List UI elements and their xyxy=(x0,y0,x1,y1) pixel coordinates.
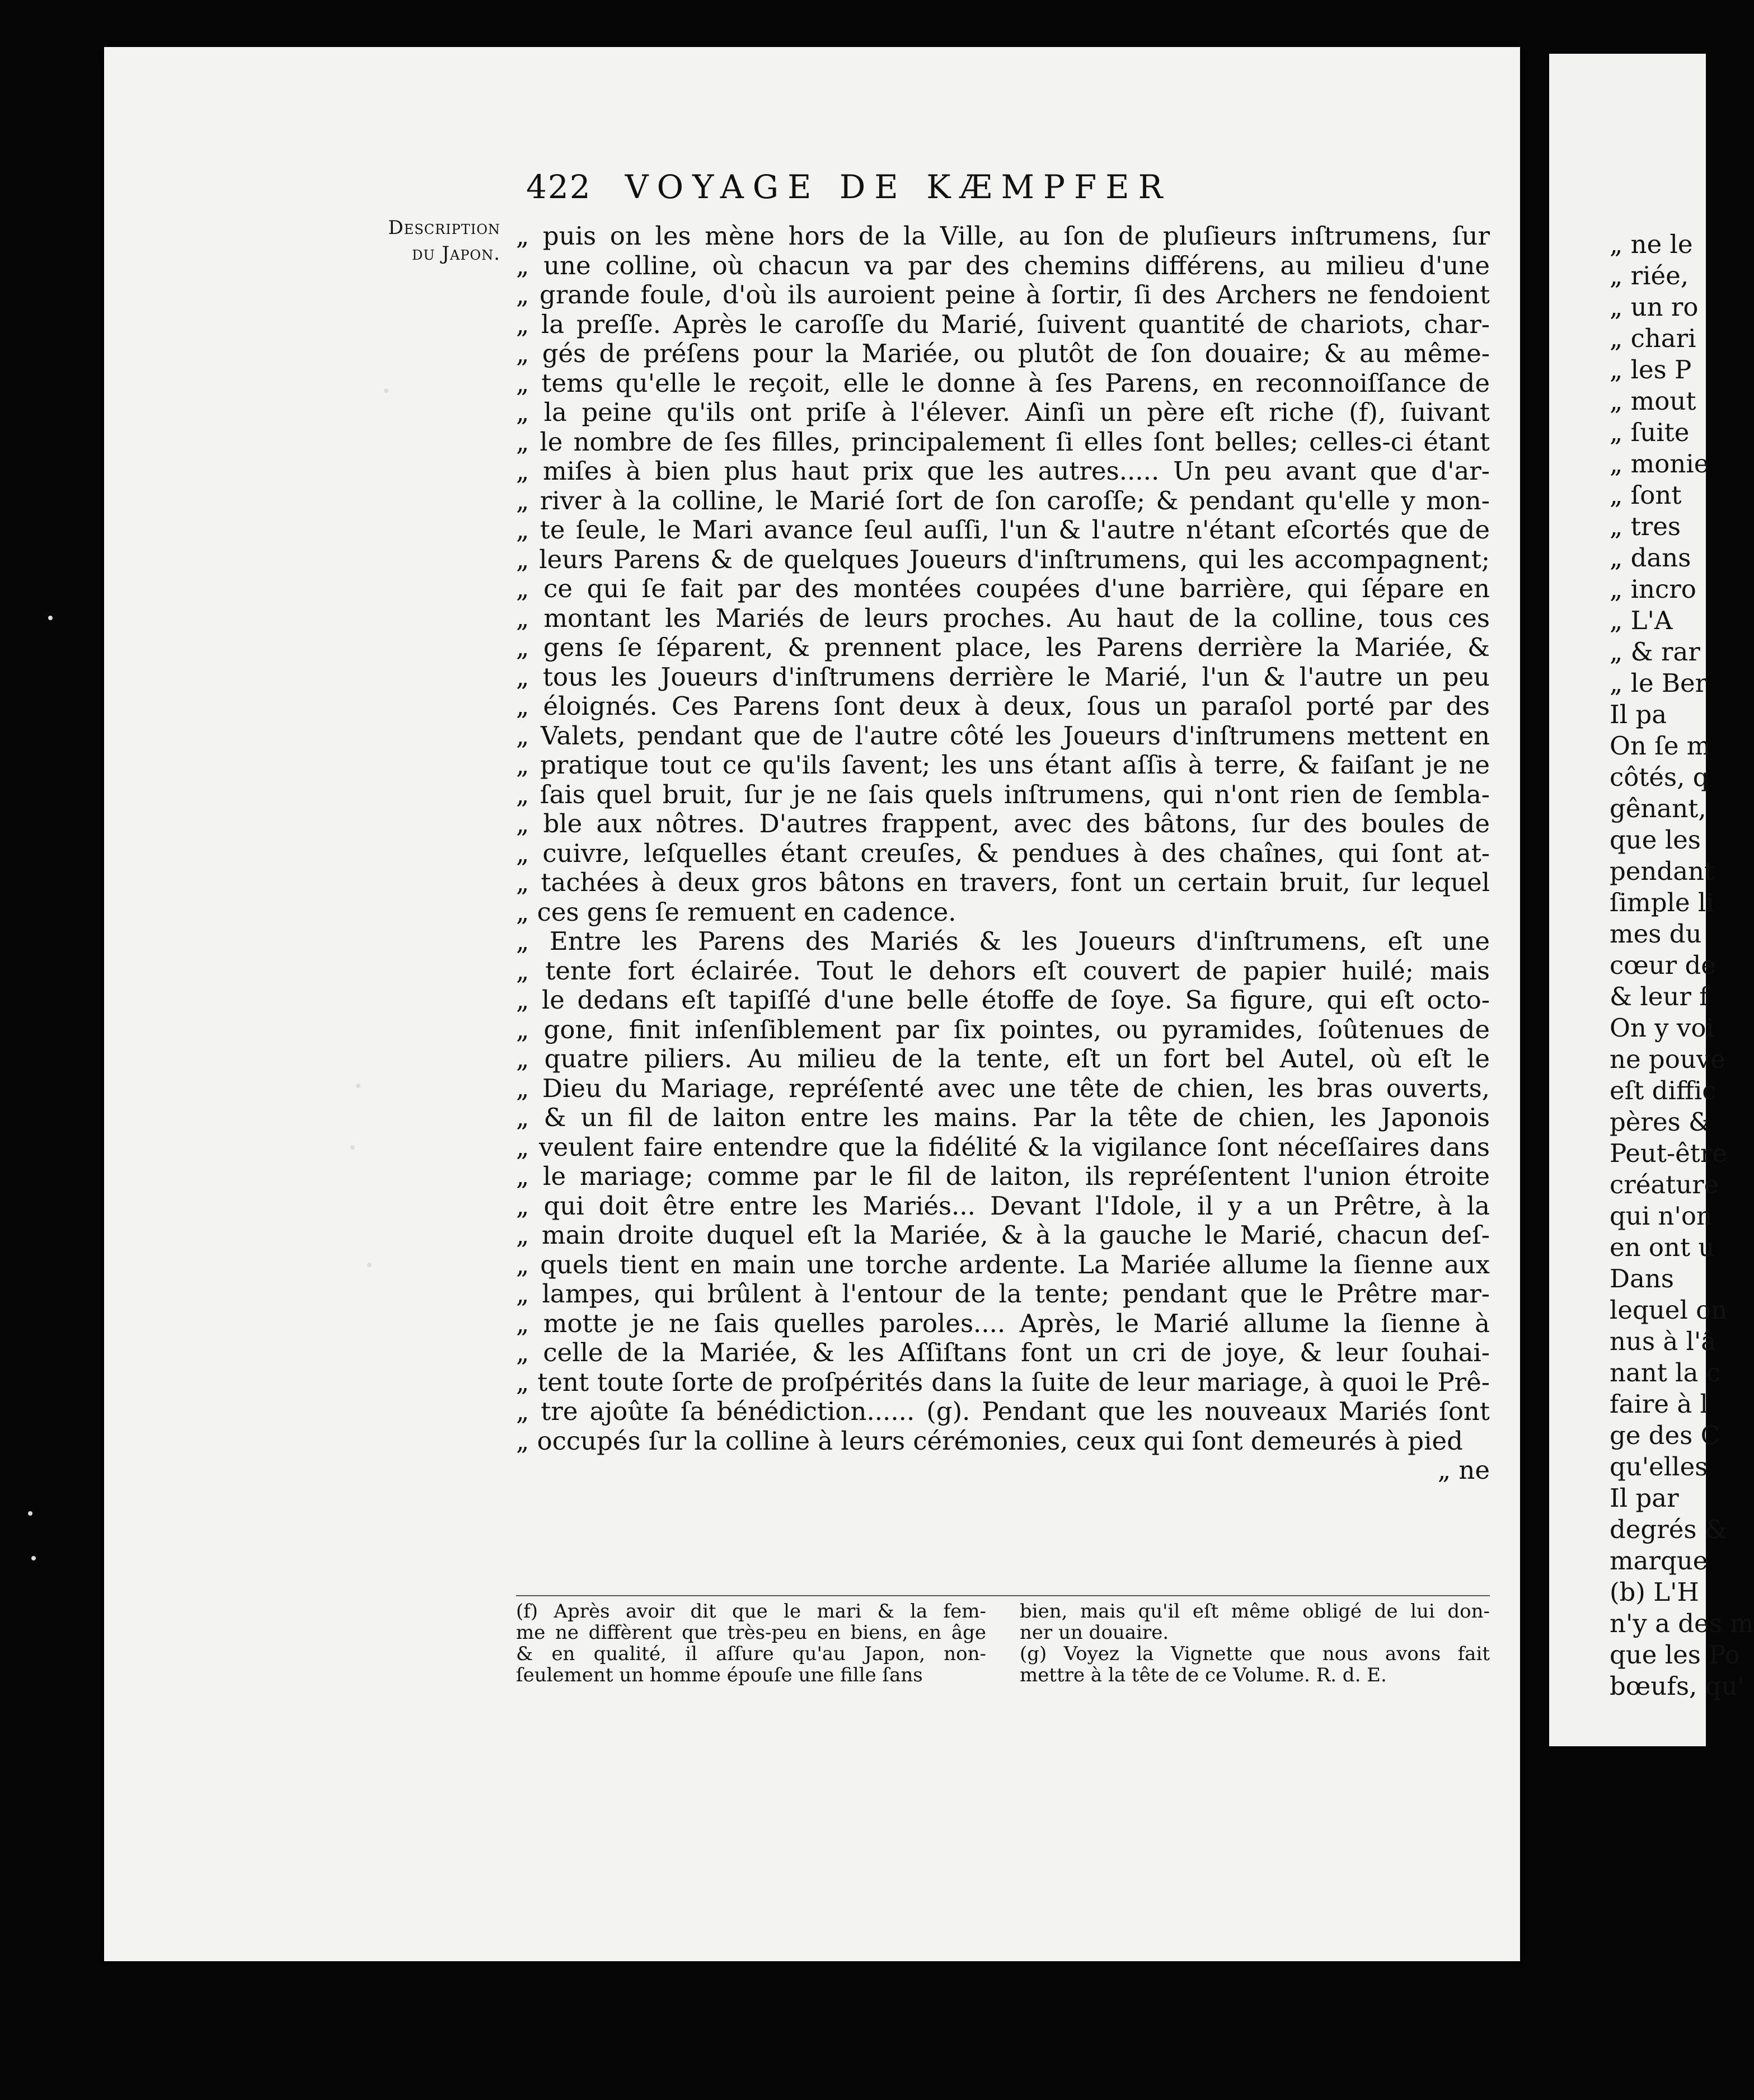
adjacent-page-line: „ ſont xyxy=(1610,480,1682,510)
footnote-line: (g) Voyez la Vignette que nous avons fait xyxy=(1020,1643,1490,1665)
adjacent-page-line: côtés, q xyxy=(1610,762,1709,792)
text-line: „ cuivre, leſquelles étant creuſes, & pendues à des chaînes, qui ſont at- xyxy=(516,838,1490,868)
margin-note-line-2: du Japon. xyxy=(412,242,500,265)
main-text-block xyxy=(516,222,1490,1485)
adjacent-page-line: pères & xyxy=(1610,1107,1711,1137)
text-line: „ motte je ne ſais quelles paroles.... Après, le Marié allume la ſienne à xyxy=(516,1308,1490,1338)
adjacent-page-line: On y voi xyxy=(1610,1013,1714,1043)
text-line: „ gés de préſens pour la Mariée, ou plutôt de ſon douaire; & au même- xyxy=(516,339,1490,368)
text-line: „ gens ſe ſéparent, & prennent place, les Parens derrière la Mariée, & xyxy=(516,632,1490,662)
adjacent-page-line: qui n'on xyxy=(1610,1201,1713,1231)
footnote-rule xyxy=(516,1595,1490,1596)
text-line: „ tente fort éclairée. Tout le dehors eſt couvert de papier huilé; mais xyxy=(516,955,1490,986)
catchword: „ ne xyxy=(1437,1455,1490,1485)
text-line: „ une colline, où chacun va par des chemins différens, au milieu d'une xyxy=(516,250,1490,280)
adjacent-page-line: ne pouve xyxy=(1610,1044,1725,1074)
text-line: „ lampes, qui brûlent à l'entour de la tente; pendant que le Prêtre mar- xyxy=(516,1279,1490,1309)
text-line: „ quels tient en main une torche ardente. La Mariée allume la ſienne aux xyxy=(516,1249,1490,1279)
adjacent-page-line: „ mout xyxy=(1610,386,1696,416)
adjacent-page-line: „ monie xyxy=(1610,449,1709,479)
adjacent-page-line: „ ſuite xyxy=(1610,418,1690,447)
ink-speck xyxy=(31,1556,36,1560)
running-header xyxy=(526,168,1171,206)
footnote-column-left xyxy=(516,1601,986,1686)
margin-note-line-1: Description xyxy=(388,217,500,239)
ink-speck xyxy=(367,1263,372,1267)
adjacent-page-line: „ un ro xyxy=(1610,292,1699,322)
adjacent-page-line: mes du xyxy=(1610,919,1702,949)
text-line: „ celle de la Mariée, & les Aſſiſtans font un cri de joye, & leur ſouhai- xyxy=(516,1338,1490,1367)
adjacent-page-line: „ dans xyxy=(1610,543,1691,573)
adjacent-page-line: On ſe m xyxy=(1610,731,1711,761)
adjacent-page-line: nus à l'â xyxy=(1610,1326,1717,1356)
adjacent-page-line: créature xyxy=(1610,1170,1719,1199)
ink-speck xyxy=(356,1084,360,1088)
text-line: „ le mariage; comme par le fil de laiton, ils repréſentent l'union étroite xyxy=(516,1161,1490,1191)
adjacent-page-line: ge des C xyxy=(1610,1421,1720,1450)
footnote-line: ſeulement un homme épouſe une fille ſans xyxy=(516,1664,923,1686)
adjacent-page-line: Peut-être xyxy=(1610,1138,1728,1168)
adjacent-page-line: qu'elles xyxy=(1610,1452,1708,1482)
text-line: „ river à la colline, le Marié ſort de ſon caroſſe; & pendant qu'elle y mon- xyxy=(516,485,1490,515)
footnote-line: & en qualité, il aſſure qu'au Japon, non- xyxy=(516,1643,986,1665)
footnote-line: bien, mais qu'il eſt même obligé de lui don- xyxy=(1020,1600,1490,1623)
ink-speck xyxy=(384,388,388,393)
footnote-line: (f) Après avoir dit que le mari & la fem- xyxy=(516,1600,986,1623)
footnote-line: ner un douaire. xyxy=(1020,1621,1169,1644)
adjacent-page-line: Il pa xyxy=(1610,700,1667,729)
adjacent-page-line: „ les P xyxy=(1610,355,1692,385)
text-line: „ ces gens ſe remuent en cadence. xyxy=(516,897,956,927)
adjacent-page-line: Il par xyxy=(1610,1483,1679,1513)
text-line: „ le dedans eſt tapiſſé d'une belle étoffe de ſoye. Sa figure, qui eſt octo- xyxy=(516,985,1490,1015)
adjacent-page-line: faire à l xyxy=(1610,1389,1708,1419)
adjacent-page-line: n'y a des m xyxy=(1610,1609,1754,1638)
text-line: „ Entre les Parens des Mariés & les Joueurs d'inſtrumens, eſt une xyxy=(516,926,1490,956)
ink-speck xyxy=(28,1511,32,1516)
adjacent-page-line: lequel on xyxy=(1610,1295,1728,1325)
adjacent-page-line: eſt diffic xyxy=(1610,1076,1717,1105)
adjacent-page-line: bœufs, qu' xyxy=(1610,1671,1744,1701)
adjacent-page-line: que les Po xyxy=(1610,1640,1740,1670)
text-line: „ montant les Mariés de leurs proches. Au haut de la colline, tous ces xyxy=(516,603,1490,633)
adjacent-page-line: „ ne le xyxy=(1610,229,1693,259)
text-line: „ tent toute ſorte de proſpérités dans la ſuite de leur mariage, à quoi le Prê- xyxy=(516,1367,1490,1397)
adjacent-page-line: marque xyxy=(1610,1546,1708,1576)
text-line: „ tous les Joueurs d'inſtrumens derrière le Marié, l'un & l'autre un peu xyxy=(516,662,1490,692)
text-line: „ & un fil de laiton entre les mains. Par la tête de chien, les Japonois xyxy=(516,1103,1490,1132)
text-line: „ ble aux nôtres. D'autres frappent, avec des bâtons, ſur des boules de xyxy=(516,809,1490,838)
text-line: „ la preſſe. Après le caroſſe du Marié, ſuivent quantité de chariots, char- xyxy=(516,309,1490,339)
adjacent-page-line: „ chari xyxy=(1610,324,1696,353)
adjacent-page-line: „ tres xyxy=(1610,512,1681,541)
adjacent-page-line: nant la c xyxy=(1610,1358,1720,1387)
text-line: „ occupés ſur la colline à leurs cérémonies, ceux qui ſont demeurés à pied xyxy=(516,1426,1463,1456)
text-line: „ éloignés. Ces Parens ſont deux à deux, ſous un paraſol porté par des xyxy=(516,691,1490,721)
text-line: „ leurs Parens & de quelques Joueurs d'inſtrumens, qui les accompagnent; xyxy=(516,544,1490,574)
adjacent-page-line: ſimple li xyxy=(1610,888,1714,917)
text-line: „ main droite duquel eſt la Mariée, & à la gauche le Marié, chacun deſ- xyxy=(516,1220,1490,1250)
adjacent-page-line: degrés & xyxy=(1610,1515,1727,1544)
ink-speck xyxy=(48,616,53,620)
adjacent-page-line: que les xyxy=(1610,825,1701,855)
text-line: „ grande foule, d'où ils auroient peine à ſortir, ſi des Archers ne fendoient xyxy=(516,280,1490,310)
adjacent-page-line: „ le Ber xyxy=(1610,668,1708,698)
adjacent-page-line: „ L'A xyxy=(1610,606,1673,635)
text-line: „ miſes à bien plus haut prix que les autres..... Un peu avant que d'ar- xyxy=(516,456,1490,486)
adjacent-page-line: „ incro xyxy=(1610,574,1696,604)
adjacent-page-line: „ & rar xyxy=(1610,637,1700,667)
text-line: „ pratique tout ce qu'ils ſavent; les uns étant aſſis à terre, & faiſant je ne xyxy=(516,750,1490,780)
text-line: „ tems qu'elle le reçoit, elle le donne à ſes Parens, en reconnoiſſance de xyxy=(516,368,1490,398)
adjacent-page-line: & leur f xyxy=(1610,982,1709,1011)
adjacent-page-line: cœur de xyxy=(1610,950,1716,980)
footnote-column-right xyxy=(1020,1601,1490,1686)
text-line: „ tre ajoûte ſa bénédiction...... (g). Pendant que les nouveaux Mariés ſont xyxy=(516,1396,1490,1426)
text-line: „ qui doit être entre les Mariés... Devant l'Idole, il y a un Prêtre, à la xyxy=(516,1190,1490,1221)
text-line: „ gone, finit inſenſiblement par ſix pointes, ou pyramides, ſoûtenues de xyxy=(516,1014,1490,1044)
text-line: „ quatre piliers. Au milieu de la tente, eſt un fort bel Autel, où eſt le xyxy=(516,1044,1490,1074)
text-line: „ veulent faire entendre que la fidélité & la vigilance ſont néceſſaires dans xyxy=(516,1132,1490,1162)
text-line: „ la peine qu'ils ont priſe à l'élever. Ainſi un père eſt riche (f), ſuivant xyxy=(516,397,1490,427)
text-line: „ Valets, pendant que de l'autre côté les Joueurs d'inſtrumens mettent en xyxy=(516,720,1490,751)
text-line: „ ſais quel bruit, ſur je ne ſais quels inſtrumens, qui n'ont rien de ſembla- xyxy=(516,779,1490,809)
text-line: „ le nombre de ſes filles, principalement ſi elles ſont belles; celles-ci étant xyxy=(516,426,1490,457)
adjacent-page-line: en ont u xyxy=(1610,1232,1715,1262)
text-line: „ ce qui ſe fait par des montées coupées d'une barrière, qui ſépare en xyxy=(516,574,1490,603)
adjacent-page-line: pendant xyxy=(1610,856,1715,886)
adjacent-page-line: (b) L'H xyxy=(1610,1577,1699,1607)
adjacent-page-line: „ riée, xyxy=(1610,261,1689,290)
ink-speck xyxy=(350,1145,355,1150)
footnotes xyxy=(516,1601,1490,1686)
footnote-line: mettre à la tête de ce Volume. R. d. E. xyxy=(1020,1664,1387,1686)
text-line: „ tachées à deux gros bâtons en travers, font un certain bruit, ſur lequel xyxy=(516,868,1490,897)
adjacent-page-line: gênant, xyxy=(1610,794,1706,823)
text-line: „ puis on les mène hors de la Ville, au ſon de pluſieurs inſtrumens, ſur xyxy=(516,221,1490,251)
footnote-line: me ne diffèrent que très-peu en biens, en âge xyxy=(516,1621,986,1644)
margin-note xyxy=(356,215,500,266)
text-line: „ te ſeule, le Mari avance ſeul auſſi, l'un & l'autre n'étant eſcortés que de xyxy=(516,515,1490,545)
page-number: 422 xyxy=(526,168,592,206)
text-line: „ Dieu du Mariage, repréſenté avec une tête de chien, les bras ouverts, xyxy=(516,1073,1490,1103)
running-title: VOYAGE DE KÆMPFER xyxy=(625,168,1172,206)
adjacent-page-line: Dans xyxy=(1610,1264,1674,1293)
